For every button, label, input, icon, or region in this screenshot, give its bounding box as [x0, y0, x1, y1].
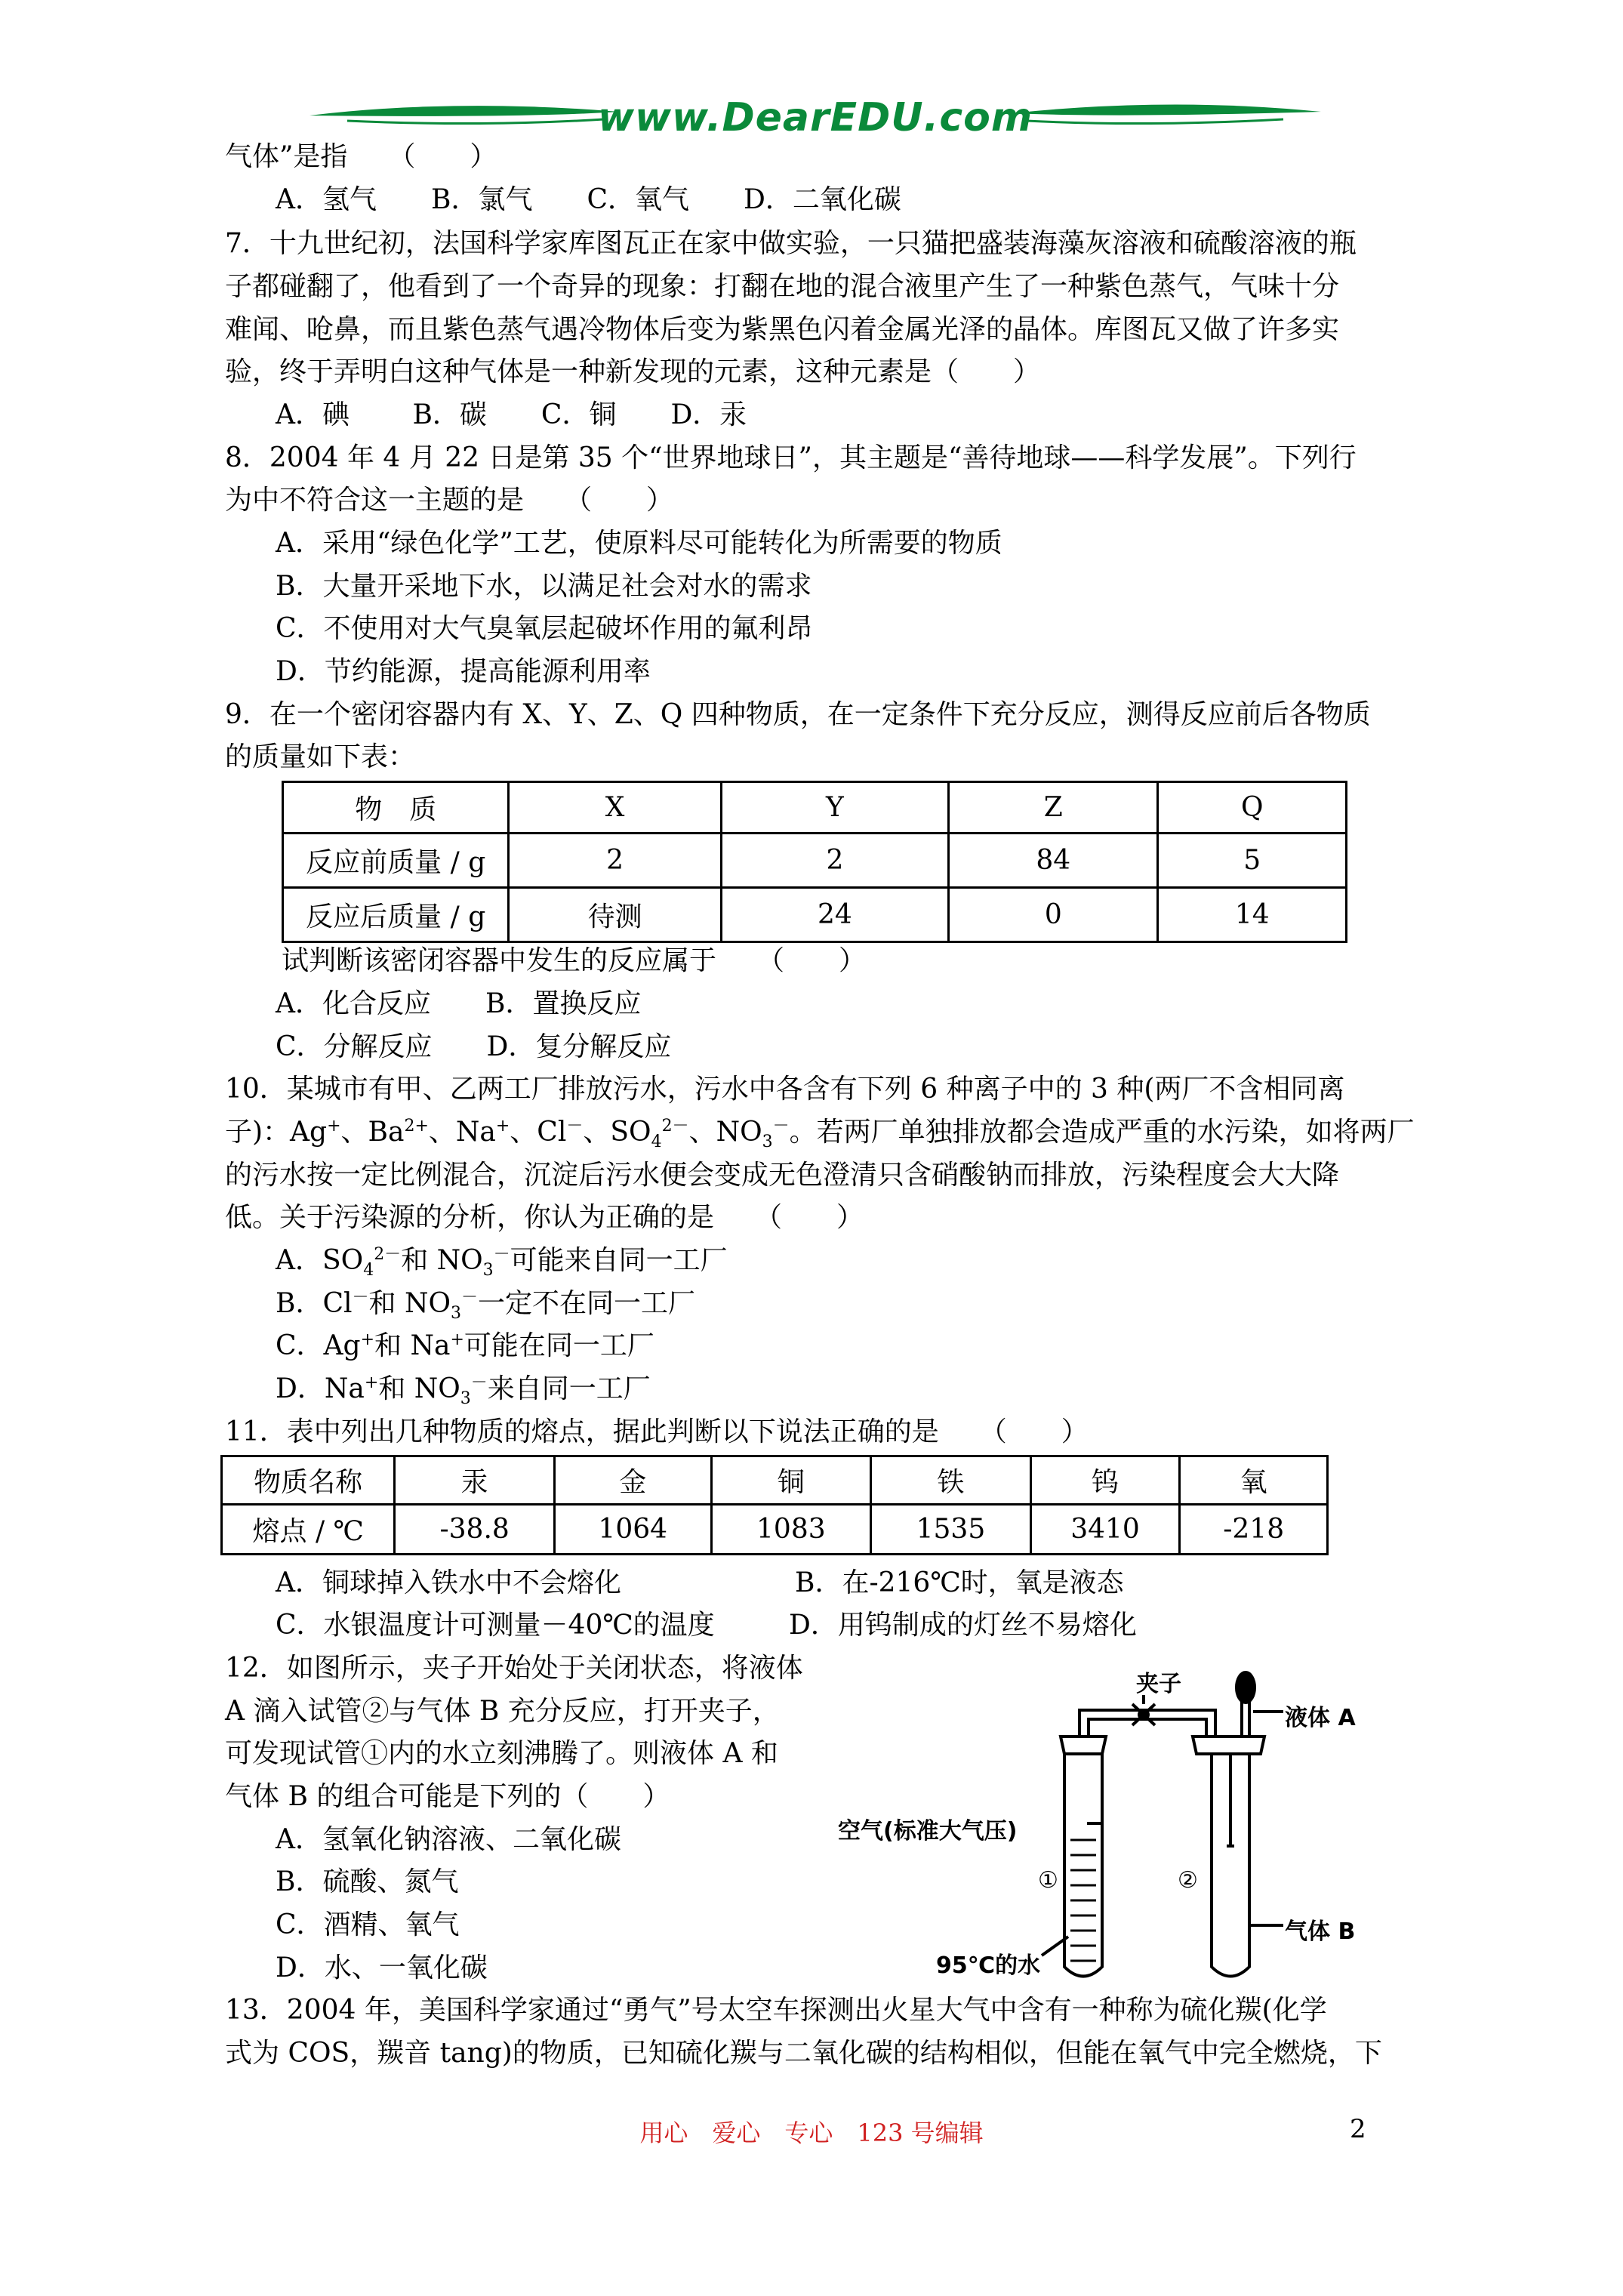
- table-cell: 反应前质量 / g: [283, 834, 509, 888]
- table-cell: Y: [721, 782, 948, 834]
- table-cell: 0: [949, 888, 1158, 942]
- table-cell: 1064: [554, 1505, 711, 1555]
- clip-label: 夹子: [1136, 1671, 1181, 1697]
- site-logo-text: www.DearEDU.com: [597, 95, 1033, 140]
- q10-option-b: B．Cl－和 $NO_3^-$一定不在同一工厂: [276, 1288, 696, 1324]
- table-cell: 待测: [509, 888, 721, 942]
- table-cell: 3410: [1030, 1505, 1180, 1555]
- q9-text-3: 试判断该密闭容器中发生的反应属于 （ ）: [282, 945, 867, 976]
- table-row: [283, 888, 1347, 942]
- text-line: 气体”是指 （ ）: [225, 141, 497, 172]
- table-cell: 氧: [1180, 1456, 1328, 1505]
- q10-text-1: 10．某城市有甲、乙两工厂排放污水，污水中各含有下列 6 种离子中的 3 种(两厂不含相同离: [225, 1074, 1345, 1105]
- table-cell: 1535: [871, 1505, 1031, 1555]
- table-cell: -38.8: [395, 1505, 555, 1555]
- table-cell: Z: [949, 782, 1158, 834]
- q6-options: A．氢气 B．氯气 C．氧气 D．二氧化碳: [276, 184, 901, 215]
- q10-option-d: D．Na+和 $NO_3^-$来自同一工厂: [276, 1373, 651, 1409]
- q7-text-3: 难闻、呛鼻，而且紫色蒸气遇冷物体后变为紫黑色闪着金属光泽的晶体。库图瓦又做了许多实: [225, 314, 1340, 345]
- table-cell: 物 质: [283, 782, 509, 834]
- table-cell: 物质名称: [222, 1456, 395, 1505]
- table-cell: 2: [509, 834, 721, 888]
- q12-option-a: A．氢氧化钠溶液、二氧化碳: [276, 1824, 621, 1855]
- table-cell: 反应后质量 / g: [283, 888, 509, 942]
- water-label: 95℃的水: [936, 1952, 1041, 1979]
- q11-text: 11．表中列出几种物质的熔点，据此判断以下说法正确的是 （ ）: [225, 1416, 1089, 1447]
- footer-text: 用心 爱心 专心 123 号编辑: [639, 2119, 984, 2147]
- q9-table: [282, 781, 1347, 943]
- table-cell: Q: [1158, 782, 1347, 834]
- q13-text-2: 式为 COS，羰音 tang)的物质，已知硫化羰与二氧化碳的结构相似，但能在氧气中完全燃烧，下: [225, 2038, 1382, 2069]
- q7-text-1: 7．十九世纪初，法国科学家库图瓦正在家中做实验，一只猫把盛装海藻灰溶液和硫酸溶液的瓶: [225, 228, 1357, 259]
- q8-option-c: C．不使用对大气臭氧层起破坏作用的氟利昂: [276, 613, 813, 644]
- table-header-row: [222, 1456, 1328, 1505]
- q12-option-b: B．硫酸、氮气: [276, 1866, 459, 1897]
- q11-option-b: B．在-216℃时，氧是液态: [795, 1567, 1124, 1598]
- q7-text-2: 子都碰翻了，他看到了一个奇异的现象：打翻在地的混合液里产生了一种紫色蒸气，气味十分: [225, 271, 1340, 302]
- q8-option-a: A．采用“绿色化学”工艺，使原料尽可能转化为所需要的物质: [276, 528, 1002, 559]
- q12-text-2: A 滴入试管②与气体 B 充分反应，打开夹子，: [225, 1696, 780, 1727]
- q13-text-1: 13．2004 年，美国科学家通过“勇气”号太空车探测出火星大气中含有一种称为硫化羰(化学: [225, 1995, 1327, 2026]
- q10-option-a: A．$SO_4^{2-}$和 $NO_3^-$可能来自同一工厂: [276, 1245, 728, 1281]
- table-cell: 金: [554, 1456, 711, 1505]
- table-cell: 5: [1158, 834, 1347, 888]
- table-cell: 钨: [1030, 1456, 1180, 1505]
- q10-text-3: 的污水按一定比例混合，沉淀后污水便会变成无色澄清只含硝酸钠而排放，污染程度会大大降: [225, 1160, 1340, 1191]
- table-cell: 84: [949, 834, 1158, 888]
- q12-option-d: D．水、一氧化碳: [276, 1952, 488, 1983]
- q10-option-c: C．Ag+和 Na+可能在同一工厂: [276, 1330, 654, 1361]
- table-cell: 1083: [711, 1505, 871, 1555]
- q11-option-d: D．用钨制成的灯丝不易熔化: [789, 1610, 1137, 1641]
- q9-text-2: 的质量如下表：: [225, 741, 416, 772]
- q8-text-2: 为中不符合这一主题的是 （ ）: [225, 485, 674, 516]
- q12-option-c: C．酒精、氧气: [276, 1909, 460, 1940]
- table-header-row: [283, 782, 1347, 834]
- q8-option-b: B．大量开采地下水，以满足社会对水的需求: [276, 571, 812, 602]
- test-tube-apparatus-figure: [830, 1665, 1404, 1989]
- table-cell: 14: [1158, 888, 1347, 942]
- page-number: 2: [1350, 2114, 1366, 2144]
- table-row: [283, 834, 1347, 888]
- q10-text-4: 低。关于污染源的分析，你认为正确的是 （ ）: [225, 1202, 864, 1233]
- table-cell: 24: [721, 888, 948, 942]
- tube-1-label: ①: [1038, 1867, 1058, 1894]
- gas-b-label: 气体 B: [1285, 1918, 1356, 1945]
- table-cell: 铜: [711, 1456, 871, 1505]
- q7-text-4: 验，终于弄明白这种气体是一种新发现的元素，这种元素是（ ）: [225, 356, 1041, 387]
- table-cell: -218: [1180, 1505, 1328, 1555]
- table-row: [222, 1505, 1328, 1555]
- q12-text-3: 可发现试管①内的水立刻沸腾了。则液体 A 和: [225, 1738, 778, 1769]
- q8-text-1: 8．2004 年 4 月 22 日是第 35 个“世界地球日”，其主题是“善待地球——科学发展”。下列行: [225, 442, 1357, 473]
- q11-table: [220, 1455, 1329, 1555]
- table-cell: 汞: [395, 1456, 555, 1505]
- q10-text-2: 子)：Ag+、$Ba^{2+}$、Na+、Cl－、$SO_4^{2-}$、$NO_3^-$。若两厂单独排放都会造成严重的水污染，如将两厂: [225, 1117, 1415, 1152]
- q11-option-c: C．水银温度计可测量－40℃的温度: [276, 1610, 715, 1641]
- tube-2-label: ②: [1178, 1867, 1198, 1894]
- q9-options-1: A．化合反应 B．置换反应: [276, 988, 642, 1019]
- q8-option-d: D．节约能源，提高能源利用率: [276, 656, 651, 687]
- q11-option-a: A．铜球掉入铁水中不会熔化: [276, 1567, 621, 1598]
- table-cell: 熔点 / ℃: [222, 1505, 395, 1555]
- air-label: 空气(标准大气压): [838, 1818, 1018, 1845]
- liquid-a-label: 液体 A: [1285, 1705, 1356, 1731]
- q12-text-1: 12．如图所示，夹子开始处于关闭状态，将液体: [225, 1653, 803, 1684]
- table-cell: 铁: [871, 1456, 1031, 1505]
- q7-options: A．碘 B．碳 C．铜 D．汞: [276, 399, 747, 430]
- table-cell: X: [509, 782, 721, 834]
- q9-text-1: 9．在一个密闭容器内有 X、Y、Z、Q 四种物质，在一定条件下充分反应，测得反应前后各物质: [225, 699, 1371, 730]
- q9-options-2: C．分解反应 D．复分解反应: [276, 1031, 672, 1062]
- table-cell: 2: [721, 834, 948, 888]
- q12-text-4: 气体 B 的组合可能是下列的（ ）: [225, 1781, 670, 1812]
